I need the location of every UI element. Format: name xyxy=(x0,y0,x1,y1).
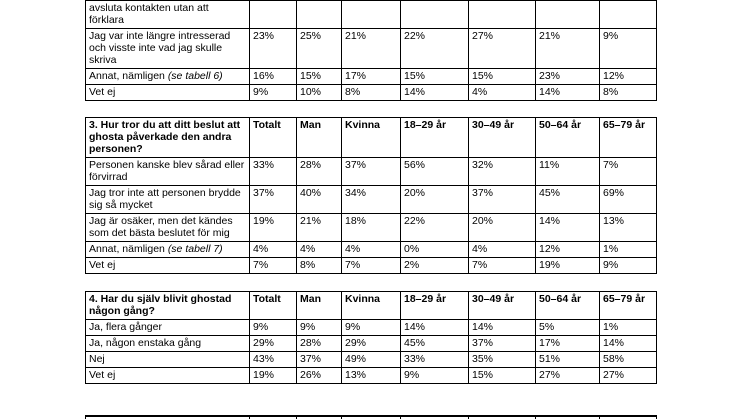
value-cell xyxy=(469,1,536,29)
value-cell: 26% xyxy=(297,368,342,384)
value-cell: 9% xyxy=(342,320,401,336)
value-cell: 8% xyxy=(297,258,342,274)
table-row xyxy=(86,352,657,368)
value-cell: 37% xyxy=(342,158,401,186)
value-cell: 9% xyxy=(600,258,657,274)
row-label xyxy=(86,320,250,336)
row-label xyxy=(86,186,250,214)
column-header: 65–79 år xyxy=(600,118,657,158)
column-header: Kvinna xyxy=(342,292,401,320)
value-cell: 20% xyxy=(469,214,536,242)
table-row xyxy=(86,258,657,274)
table-row xyxy=(86,85,657,101)
value-cell: 4% xyxy=(469,85,536,101)
value-cell: 21% xyxy=(342,29,401,69)
value-cell: 15% xyxy=(469,69,536,85)
value-cell: 4% xyxy=(469,242,536,258)
value-cell xyxy=(600,1,657,29)
value-cell: 56% xyxy=(401,158,469,186)
row-label xyxy=(86,214,250,242)
value-cell: 37% xyxy=(297,352,342,368)
value-cell: 22% xyxy=(401,214,469,242)
row-label-text: Vet ej xyxy=(89,86,116,98)
value-cell: 9% xyxy=(250,85,297,101)
value-cell: 37% xyxy=(469,336,536,352)
column-header: 50–64 år xyxy=(536,292,600,320)
value-cell: 14% xyxy=(401,320,469,336)
value-cell: 34% xyxy=(342,186,401,214)
value-cell: 2% xyxy=(401,258,469,274)
row-label-text: Ja, flera gånger xyxy=(89,321,162,333)
column-header: 18–29 år xyxy=(401,118,469,158)
header-row xyxy=(86,292,657,320)
value-cell: 23% xyxy=(250,29,297,69)
value-cell: 0% xyxy=(401,242,469,258)
column-header: 30–49 år xyxy=(469,118,536,158)
value-cell: 40% xyxy=(297,186,342,214)
value-cell: 33% xyxy=(250,158,297,186)
value-cell: 14% xyxy=(536,214,600,242)
value-cell: 18% xyxy=(342,214,401,242)
question-cell: 4. Har du själv blivit ghostad någon gång? xyxy=(86,292,250,320)
column-header: Kvinna xyxy=(342,118,401,158)
row-label-italic-text: (se tabell 6) xyxy=(167,70,223,82)
value-cell: 27% xyxy=(600,368,657,384)
value-cell: 9% xyxy=(600,29,657,69)
value-cell xyxy=(342,1,401,29)
column-header: 65–79 år xyxy=(600,292,657,320)
row-label xyxy=(86,1,250,29)
value-cell: 13% xyxy=(342,368,401,384)
value-cell: 37% xyxy=(250,186,297,214)
value-cell: 21% xyxy=(536,29,600,69)
value-cell: 4% xyxy=(297,242,342,258)
value-cell: 4% xyxy=(250,242,297,258)
value-cell: 29% xyxy=(342,336,401,352)
value-cell: 15% xyxy=(297,69,342,85)
row-label xyxy=(86,85,250,101)
value-cell: 29% xyxy=(250,336,297,352)
value-cell: 21% xyxy=(297,214,342,242)
value-cell: 45% xyxy=(401,336,469,352)
value-cell: 17% xyxy=(536,336,600,352)
row-label xyxy=(86,29,250,69)
value-cell: 22% xyxy=(401,29,469,69)
row-label-text: Annat, nämligen xyxy=(89,70,168,82)
value-cell: 51% xyxy=(536,352,600,368)
value-cell: 19% xyxy=(536,258,600,274)
value-cell: 12% xyxy=(536,242,600,258)
table-row xyxy=(86,214,657,242)
value-cell: 9% xyxy=(297,320,342,336)
row-label xyxy=(86,258,250,274)
value-cell: 14% xyxy=(600,336,657,352)
value-cell: 14% xyxy=(469,320,536,336)
value-cell: 8% xyxy=(342,85,401,101)
row-label-text: Ja, någon enstaka gång xyxy=(89,337,202,349)
value-cell: 43% xyxy=(250,352,297,368)
row-label-text: Jag tror inte att personen brydde sig så mycket xyxy=(89,187,241,211)
question-3-table xyxy=(85,117,657,274)
value-cell: 58% xyxy=(600,352,657,368)
value-cell: 49% xyxy=(342,352,401,368)
value-cell: 8% xyxy=(600,85,657,101)
value-cell: 14% xyxy=(401,85,469,101)
row-label xyxy=(86,242,250,258)
value-cell: 19% xyxy=(250,214,297,242)
value-cell: 23% xyxy=(536,69,600,85)
table-row xyxy=(86,29,657,69)
row-label-text: Vet ej xyxy=(89,259,116,271)
column-header: Man xyxy=(297,118,342,158)
value-cell: 7% xyxy=(250,258,297,274)
column-header: Totalt xyxy=(250,118,297,158)
value-cell: 45% xyxy=(536,186,600,214)
value-cell: 17% xyxy=(342,69,401,85)
value-cell: 32% xyxy=(469,158,536,186)
question-4-table xyxy=(85,291,657,384)
value-cell: 14% xyxy=(536,85,600,101)
value-cell: 20% xyxy=(401,186,469,214)
value-cell: 5% xyxy=(536,320,600,336)
value-cell: 1% xyxy=(600,320,657,336)
next-table-stub xyxy=(85,415,657,419)
column-header: 50–64 år xyxy=(536,118,600,158)
column-header: 18–29 år xyxy=(401,292,469,320)
row-label-text: avsluta kontakten utan att förklara xyxy=(89,2,209,26)
row-label-italic-text: (se tabell 7) xyxy=(167,243,223,255)
value-cell: 15% xyxy=(469,368,536,384)
value-cell: 12% xyxy=(600,69,657,85)
value-cell: 28% xyxy=(297,336,342,352)
table-row xyxy=(86,186,657,214)
value-cell: 28% xyxy=(297,158,342,186)
value-cell: 19% xyxy=(250,368,297,384)
value-cell: 7% xyxy=(600,158,657,186)
value-cell xyxy=(401,1,469,29)
value-cell: 37% xyxy=(469,186,536,214)
table-row xyxy=(86,368,657,384)
value-cell: 10% xyxy=(297,85,342,101)
value-cell: 69% xyxy=(600,186,657,214)
question-cell: 3. Hur tror du att ditt beslut att ghosta påverkade den andra personen? xyxy=(86,118,250,158)
table-row xyxy=(86,242,657,258)
table-row xyxy=(86,336,657,352)
column-header: 30–49 år xyxy=(469,292,536,320)
table-2-continued xyxy=(85,0,657,101)
column-header: Man xyxy=(297,292,342,320)
table-row xyxy=(86,1,657,29)
table-row xyxy=(86,320,657,336)
row-label-text: Nej xyxy=(89,353,105,365)
row-label xyxy=(86,158,250,186)
value-cell: 11% xyxy=(536,158,600,186)
value-cell: 16% xyxy=(250,69,297,85)
table-row xyxy=(86,158,657,186)
value-cell: 9% xyxy=(250,320,297,336)
column-header: Totalt xyxy=(250,292,297,320)
value-cell: 7% xyxy=(469,258,536,274)
value-cell: 13% xyxy=(600,214,657,242)
value-cell: 7% xyxy=(342,258,401,274)
value-cell xyxy=(250,1,297,29)
value-cell: 33% xyxy=(401,352,469,368)
value-cell: 15% xyxy=(401,69,469,85)
row-label-text: Vet ej xyxy=(89,369,116,381)
value-cell: 9% xyxy=(401,368,469,384)
value-cell: 1% xyxy=(600,242,657,258)
table-row xyxy=(86,69,657,85)
value-cell: 27% xyxy=(469,29,536,69)
value-cell xyxy=(297,1,342,29)
value-cell: 4% xyxy=(342,242,401,258)
row-label-text: Annat, nämligen xyxy=(89,243,168,255)
value-cell xyxy=(536,1,600,29)
value-cell: 25% xyxy=(297,29,342,69)
value-cell: 35% xyxy=(469,352,536,368)
row-label xyxy=(86,336,250,352)
row-label xyxy=(86,368,250,384)
header-row xyxy=(86,118,657,158)
row-label-text: Personen kanske blev sårad eller förvirrad xyxy=(89,159,245,183)
value-cell: 27% xyxy=(536,368,600,384)
row-label xyxy=(86,352,250,368)
row-label xyxy=(86,69,250,85)
row-label-text: Jag är osäker, men det kändes som det bästa beslutet för mig xyxy=(89,215,233,239)
row-label-text: Jag var inte längre intresserad och visste inte vad jag skulle skriva xyxy=(89,30,231,66)
